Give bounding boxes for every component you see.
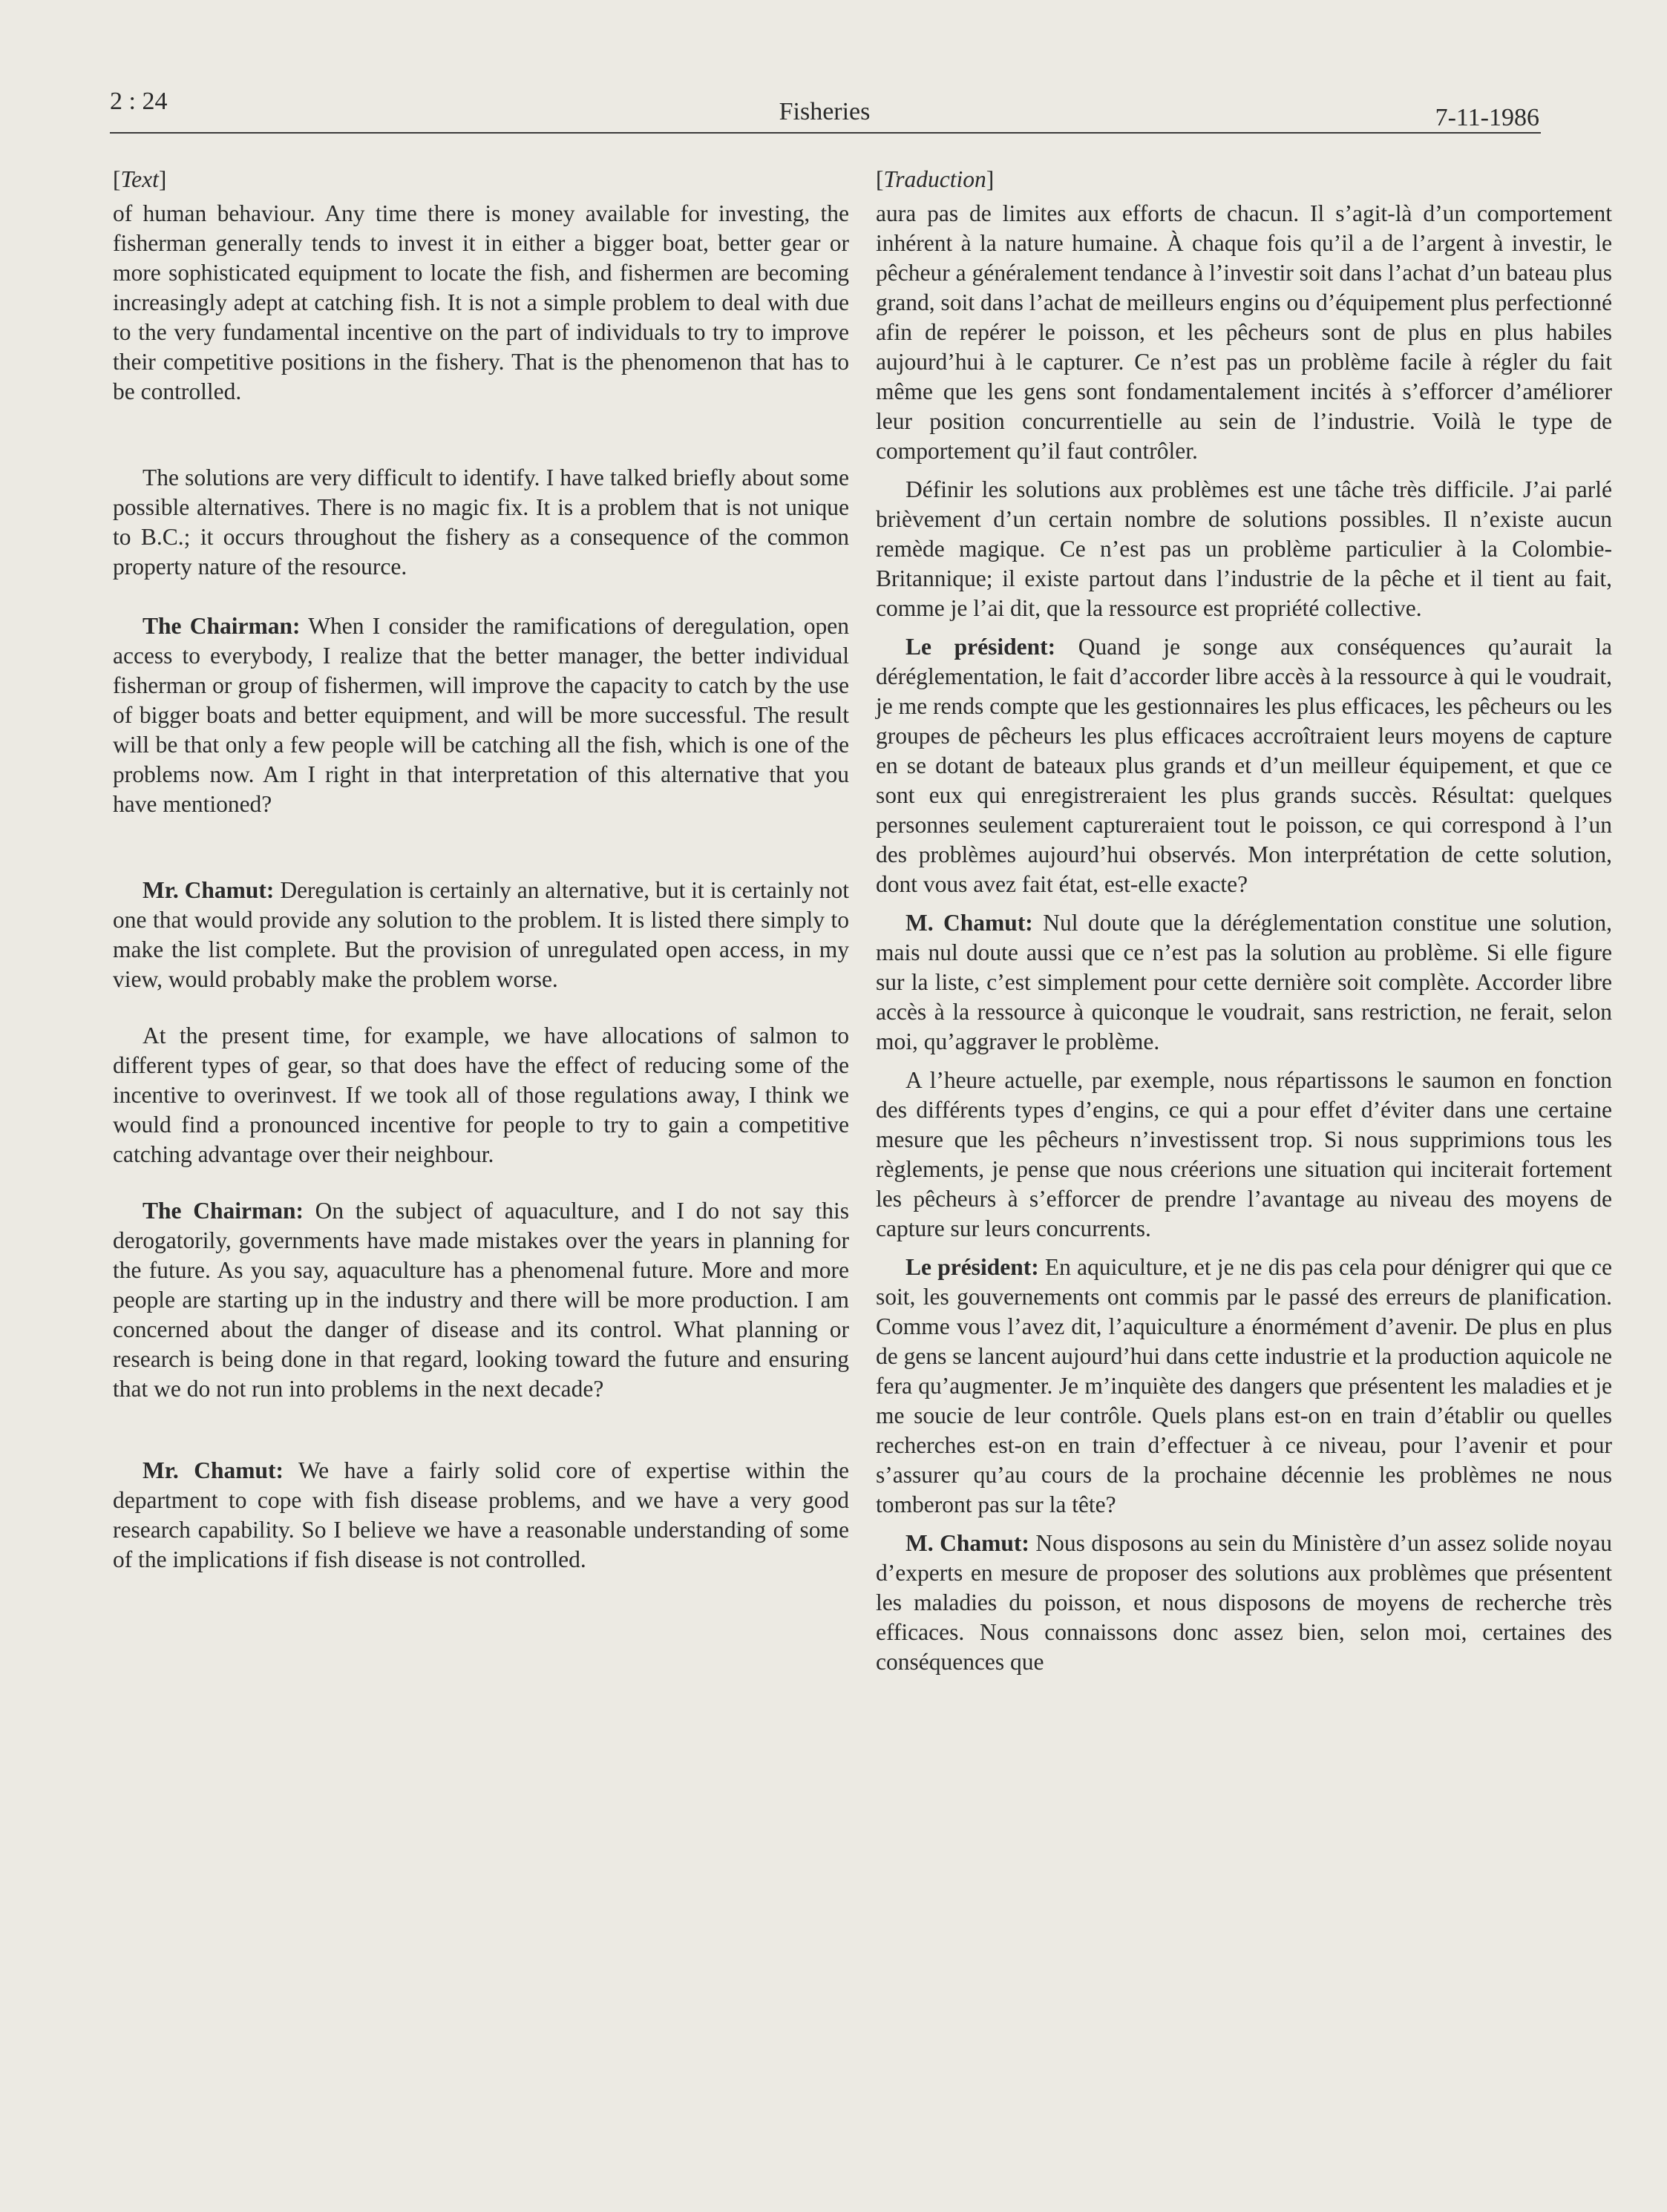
paragraph: At the present time, for example, we have allocations of salmon to different types of gear, so that does have the effect of reducing some of the incentive to overinvest. If we took all of those regulations away, I think we would find a pronounced incentive for people to try to gain a competitive catching advantage over their neighbour. [113, 1023, 849, 1167]
header-date: 7-11-1986 [1435, 104, 1539, 131]
speaker-name: The Chairman: [143, 613, 301, 639]
paragraph: The Chairman: On the subject of aquaculture, and I do not say this derogatorily, governments have made mistakes over the years in planning for the future. As you say, aquaculture has a phenomenal future. More and more people are starting up in the industry and there will be more production. I am concerned about the danger of disease and its control. What planning or research is being done in that regard, looking toward the future and ensuring that we do not run into problems in the next decade? [113, 1198, 849, 1402]
paragraph: Définir les solutions aux problèmes est une tâche très difficile. J’ai parlé brièvement d’un certain nombre de solutions possibles. Il n’existe aucun remède magique. Ce n’est pas un problème particulier à la Colombie-Britannique; il existe partout dans l’industrie de la pêche et il tient au fait, comme je l’ai dit, que la ressource est propriété collective. [876, 476, 1612, 621]
speaker-name: M. Chamut: [905, 1530, 1029, 1556]
column-label-text: [Text] [113, 166, 167, 192]
paragraph: M. Chamut: Nous disposons au sein du Ministère d’un assez solide noyau d’experts en mesure de proposer des solutions aux problèmes que présentent les maladies du poisson, et nous disposons de moyens de recherche très efficaces. Nous connaissons donc assez bien, selon moi, certaines des conséquences que [876, 1530, 1612, 1675]
page-number: 2 : 24 [110, 88, 168, 115]
english-column [113, 165, 849, 1575]
paragraph: Le président: En aquiculture, et je ne dis pas cela pour dénigrer qui que ce soit, les gouvernements ont commis par le passé des erreurs de planification. Comme vous l’avez dit, l’aquiculture a énormément d’avenir. De plus en plus de gens se lancent aujourd’hui dans cette industrie et la production aquicole ne fera qu’augmenter. Je m’inquiète des dangers que présentent les maladies et je me soucie de leur contrôle. Quels plans est-on en train d’établir ou quelles recherches est-on en train d’effectuer à ce niveau, pour l’avenir et pour s’assurer qu’au cours de la prochaine décennie les problèmes ne nous tomberont pas sur la tête? [876, 1254, 1613, 1517]
column-label-traduction: [Traduction] [876, 166, 995, 192]
page-header [110, 88, 1539, 134]
paragraph: aura pas de limites aux efforts de chacun. Il s’agit-là d’un comportement inhérent à la nature humaine. À chaque fois qu’il a de l’argent à investir, le pêcheur a généralement tendance à l’investir soit dans l’achat d’un bateau plus grand, soit dans l’achat de meilleurs engins ou d’équipement plus perfectionné afin de repérer le poisson, et les pêcheurs sont de plus en plus habiles aujourd’hui à le capturer. Ce n’est pas un problème facile à régler du fait même que les gens sont fondamentalement incités à s’efforcer d’améliorer leur position concurrentielle au sein de l’industrie. Voilà le type de comportement qu’il faut contrôler. [876, 200, 1612, 464]
running-title: Fisheries [779, 98, 871, 125]
paragraph: Le président: Quand je songe aux conséquences qu’aurait la déréglementation, le fait d’accorder libre accès à la ressource à qui le voudrait, je me rends compte que les gestionnaires les plus efficaces, les pêcheurs ou les groupes de pêcheurs les plus efficaces accroîtraient leurs moyens de capture en se dotant de bateaux plus grands et d’un meilleur équipement, et que ce sont eux qui enregistreraient les plus grands succès. Résultat: quelques personnes seulement captureraient tout le poisson, ce qui correspond à l’un des problèmes aujourd’hui observés. Mon interprétation de cette solution, dont vous avez fait état, est-elle exacte? [876, 634, 1612, 897]
paragraph: Mr. Chamut: We have a fairly solid core of expertise within the department to cope with fish disease problems, and we have a very good research capability. So I believe we have a reasonable understanding of some of the implications if fish disease is not controlled. [113, 1457, 850, 1572]
speaker-name: Mr. Chamut: [143, 877, 275, 903]
paragraph: A l’heure actuelle, par exemple, nous répartissons le saumon en fonction des différents types d’engins, ce qui a pour effet d’éviter dans une certaine mesure que les pêcheurs n’investissent trop. Si nous supprimions tous les règlements, je pense que nous créerions une situation qui inciterait fortement les pêcheurs à s’efforcer de prendre l’avantage au niveau des moyens de capture sur leurs concurrents. [876, 1067, 1612, 1241]
header-rule [110, 132, 1541, 134]
speaker-name: Le président: [905, 634, 1056, 660]
speaker-name: Le président: [905, 1254, 1039, 1280]
paragraph: The solutions are very difficult to identify. I have talked briefly about some possible alternatives. There is no magic fix. It is a problem that is not unique to B.C.; it occurs throughout the fishery as a consequence of the common property nature of the resource. [113, 465, 849, 580]
paragraph: Mr. Chamut: Deregulation is certainly an alternative, but it is certainly not one that would provide any solution to the problem. It is listed there simply to make the list complete. But the provision of unregulated open access, in my view, would probably make the problem worse. [113, 877, 850, 992]
speaker-name: M. Chamut: [905, 910, 1033, 936]
french-column [876, 165, 1612, 1677]
paragraph: M. Chamut: Nul doute que la déréglementation constitue une solution, mais nul doute aussi que ce n’est pas la solution au problème. Si elle figure sur la liste, c’est simplement pour cette dernière soit complète. Accorder libre accès à la ressource à quiconque le voudrait, sans restriction, ne ferait, selon moi, qu’aggraver le problème. [876, 910, 1612, 1054]
paragraph: of human behaviour. Any time there is money available for investing, the fisherman generally tends to invest it in either a bigger boat, better gear or more sophisticated equipment to locate the fish, and fishermen are becoming increasingly adept at catching fish. It is not a simple problem to deal with due to the very fundamental incentive on the part of individuals to try to improve their competitive positions in the fishery. That is the phenomenon that has to be controlled. [113, 200, 849, 404]
speaker-name: The Chairman: [143, 1198, 304, 1224]
speaker-name: Mr. Chamut: [143, 1457, 284, 1483]
paragraph: The Chairman: When I consider the ramifications of deregulation, open access to everybody, I realize that the better manager, the better individual fisherman or group of fishermen, will improve the capacity to catch by the use of bigger boats and better equipment, and will be more successful. The result will be that only a few people will be catching all the fish, which is one of the problems now. Am I right in that interpretation of this alternative that you have mentioned? [113, 613, 849, 817]
